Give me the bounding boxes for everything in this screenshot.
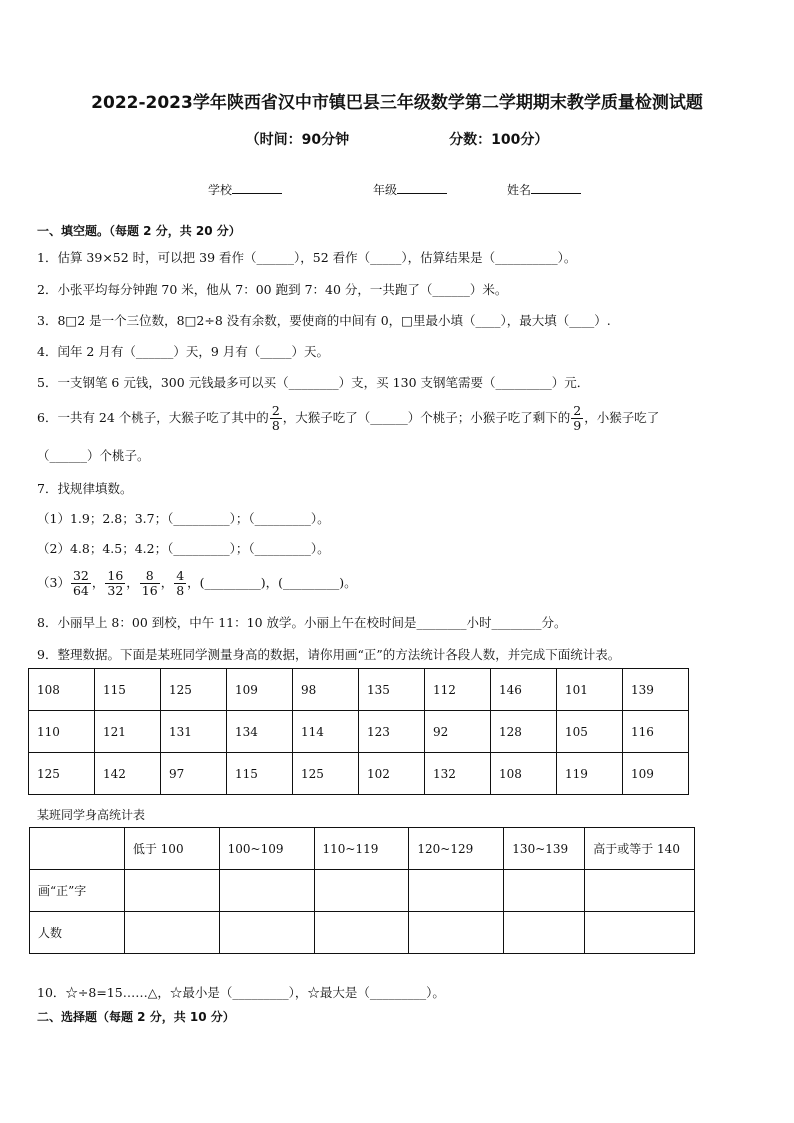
fraction-denominator: 16 — [141, 583, 158, 598]
question-2: 2．小张平均每分钟跑 70 米，他从 7：00 跑到 7：40 分，一共跑了（______）米。 — [37, 282, 508, 297]
height-cell: 112 — [425, 669, 491, 711]
separator: ， — [91, 575, 105, 590]
stats-answer-cell[interactable] — [124, 912, 219, 954]
fraction — [71, 569, 91, 598]
fraction-numerator: 4 — [176, 568, 185, 583]
stats-answer-cell[interactable] — [409, 912, 504, 954]
question-4: 4．闰年 2 月有（______）天，9 月有（_____）天。 — [37, 344, 330, 359]
height-cell: 92 — [425, 711, 491, 753]
question-7-1: （1）1.9；2.8；3.7；（_________）；（_________）。 — [37, 511, 330, 526]
stats-answer-cell[interactable] — [504, 870, 585, 912]
separator: ， — [126, 575, 139, 590]
height-cell: 123 — [359, 711, 425, 753]
height-cell: 125 — [29, 753, 95, 795]
table-row — [29, 669, 689, 711]
height-cell: 110 — [29, 711, 95, 753]
question-7: 7．找规律填数。 — [37, 481, 133, 496]
name-field: 姓名 — [507, 181, 581, 198]
question-5: 5．一支钢笔 6 元钱，300 元钱最多可以买（________）支，买 130 支钢笔需要（_________）元． — [37, 375, 590, 390]
height-cell: 131 — [161, 711, 227, 753]
stats-row-label: 画“正”字 — [30, 870, 125, 912]
height-cell: 142 — [95, 753, 161, 795]
height-cell: 98 — [293, 669, 359, 711]
height-cell: 135 — [359, 669, 425, 711]
stats-answer-cell[interactable] — [219, 870, 314, 912]
height-cell: 108 — [491, 753, 557, 795]
fraction-numerator: 8 — [140, 569, 160, 584]
stats-header-cell: 130~139 — [504, 828, 585, 870]
fraction — [140, 569, 160, 598]
height-cell: 121 — [95, 711, 161, 753]
stats-header-cell: 120~129 — [409, 828, 504, 870]
height-cell: 134 — [227, 711, 293, 753]
height-cell: 132 — [425, 753, 491, 795]
fraction-denominator: 8 — [176, 583, 185, 598]
question-3: 3．8□2 是一个三位数，8□2÷8 没有余数，要使商的中间有 0，□里最小填（____），最大填（____）. — [37, 313, 611, 328]
table-row — [29, 711, 689, 753]
question-7-3: （3） $\frac{32}{64}$ ， $\frac{16}{32}$ ， $\frac{8}{16}$ ， $\frac{4}{8}$ ，(_________)，(_________)。 — [37, 568, 357, 598]
fraction — [105, 569, 125, 598]
stats-row — [30, 912, 695, 954]
question-9: 9．整理数据。下面是某班同学测量身高的数据，请你用画“正”的方法统计各段人数，并完成下面统计表。 — [37, 647, 621, 662]
fraction-numerator: 16 — [107, 568, 124, 583]
height-cell: 109 — [623, 753, 689, 795]
stats-answer-cell[interactable] — [219, 912, 314, 954]
stats-header-cell: 低于 100 — [124, 828, 219, 870]
stats-answer-cell[interactable] — [314, 912, 409, 954]
stats-answer-cell[interactable] — [124, 870, 219, 912]
height-cell: 101 — [557, 669, 623, 711]
height-stats-table — [29, 827, 695, 954]
stats-table-caption: 某班同学身高统计表 — [37, 808, 146, 822]
height-cell: 108 — [29, 669, 95, 711]
fraction: $\frac{2}{8}$ — [271, 403, 280, 433]
height-cell: 125 — [161, 669, 227, 711]
fraction-denominator: 32 — [107, 583, 124, 598]
fraction: $\frac{2}{9}$ — [573, 403, 582, 433]
stats-row — [30, 870, 695, 912]
school-blank[interactable] — [232, 182, 282, 194]
exam-title: 2022-2023学年陕西省汉中市镇巴县三年级数学第二学期期末教学质量检测试题 — [91, 93, 703, 113]
height-cell: 128 — [491, 711, 557, 753]
height-cell: 139 — [623, 669, 689, 711]
exam-subtitle — [0, 129, 794, 149]
separator: ， — [160, 575, 174, 590]
name-blank[interactable] — [531, 182, 581, 194]
height-cell: 105 — [557, 711, 623, 753]
stats-row-label: 人数 — [30, 912, 125, 954]
grade-field: 年级 — [373, 181, 447, 198]
stats-answer-cell[interactable] — [409, 870, 504, 912]
fraction-denominator: 64 — [72, 583, 89, 598]
stats-header-cell — [30, 828, 125, 870]
height-cell: 116 — [623, 711, 689, 753]
question-1: 1．估算 39×52 时，可以把 39 看作（______），52 看作（_____），估算结果是（__________）。 — [37, 250, 577, 265]
height-cell: 102 — [359, 753, 425, 795]
height-cell: 109 — [227, 669, 293, 711]
table-row — [29, 753, 689, 795]
question-8: 8．小丽早上 8：00 到校，中午 11：10 放学。小丽上午在校时间是________小时________分。 — [37, 615, 567, 630]
section-2-heading: 二、选择题（每题 2 分，共 10 分） — [37, 1010, 235, 1024]
stats-header-row — [30, 828, 695, 870]
stats-header-cell: 高于或等于 140 — [585, 828, 695, 870]
question-6-continued: （______）个桃子。 — [37, 448, 150, 463]
height-cell: 115 — [227, 753, 293, 795]
section-1-heading: 一、填空题。（每题 2 分，共 20 分） — [37, 224, 241, 238]
question-6: 6．一共有 24 个桃子，大猴子吃了其中的 $\frac{2}{8}$ ，大猴子吃了（______）个桃子；小猴子吃了剩下的 $\frac{2}{9}$ ，小猴子吃了 — [37, 403, 660, 433]
height-cell: 146 — [491, 669, 557, 711]
time-label: （时间：90分钟 — [245, 132, 350, 148]
height-cell: 114 — [293, 711, 359, 753]
stats-answer-cell[interactable] — [504, 912, 585, 954]
stats-answer-cell[interactable] — [585, 912, 695, 954]
height-cell: 97 — [161, 753, 227, 795]
stats-header-cell: 100~109 — [219, 828, 314, 870]
stats-answer-cell[interactable] — [585, 870, 695, 912]
height-data-table — [28, 668, 689, 795]
height-cell: 125 — [293, 753, 359, 795]
score-label: 分数：100分） — [449, 132, 549, 148]
height-cell: 119 — [557, 753, 623, 795]
fraction-sequence — [70, 568, 187, 598]
question-7-2: （2）4.8；4.5；4.2；（_________）；（_________）。 — [37, 541, 330, 556]
school-field: 学校 — [208, 181, 282, 198]
grade-blank[interactable] — [397, 182, 447, 194]
fraction-numerator: 32 — [72, 568, 89, 583]
height-cell: 115 — [95, 669, 161, 711]
question-10: 10．☆÷8=15……△，☆最小是（_________），☆最大是（_________）。 — [37, 985, 445, 1000]
stats-answer-cell[interactable] — [314, 870, 409, 912]
stats-header-cell: 110~119 — [314, 828, 409, 870]
fraction — [174, 569, 186, 598]
